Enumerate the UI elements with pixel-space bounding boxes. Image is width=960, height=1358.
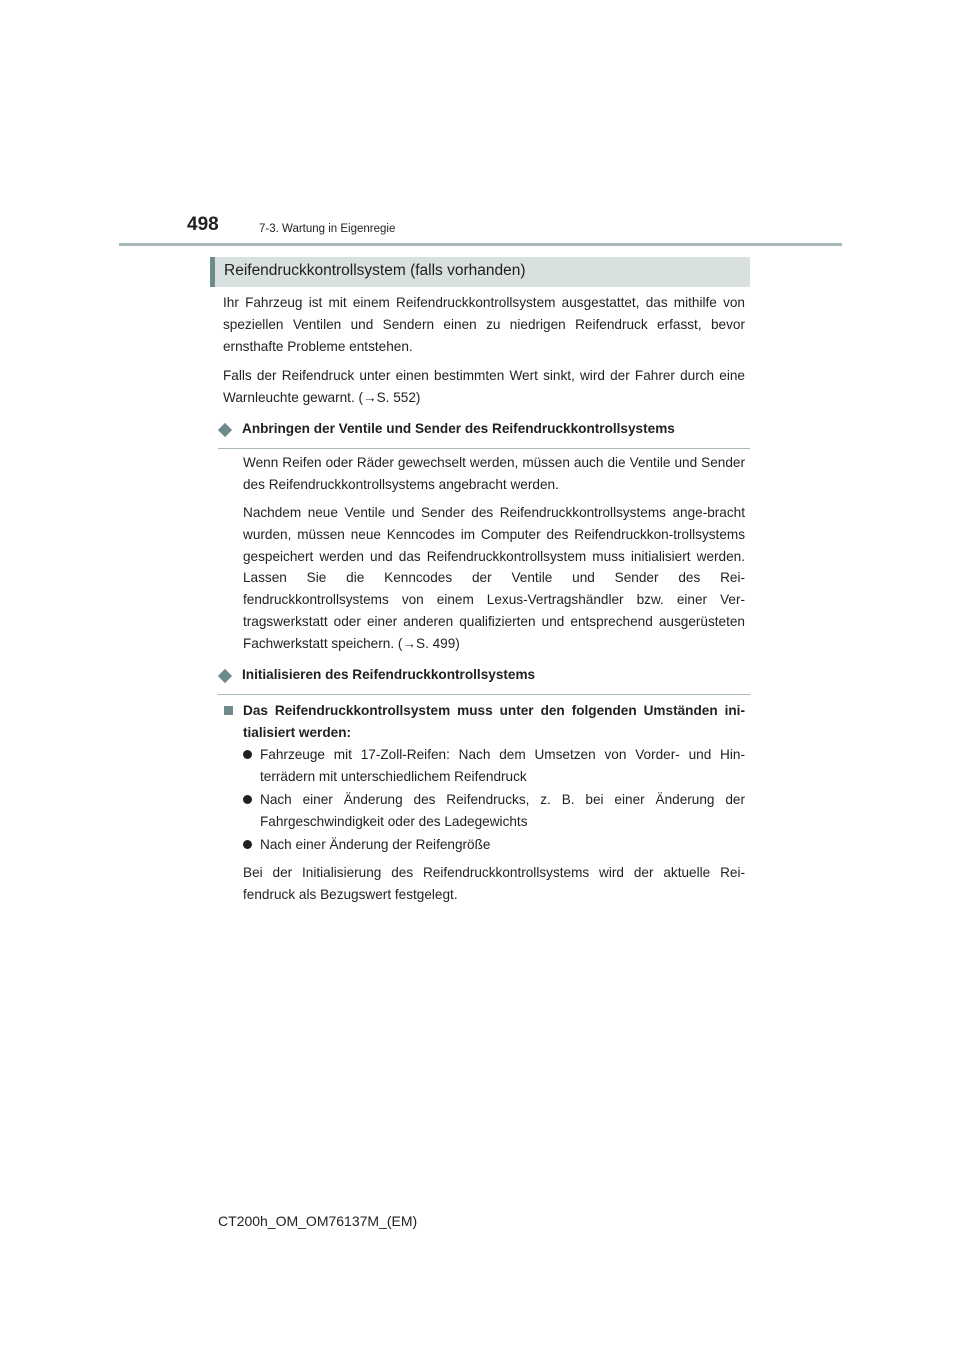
- intro-paragraph-2: Falls der Reifendruck unter einen bestimmten Wert sinkt, wird der Fahrer durch eine Warnleuchte gewarnt. (→S. 552): [223, 368, 745, 405]
- diamond-icon: [218, 669, 232, 683]
- bullet-dot-icon: [243, 750, 252, 759]
- square-bullet-icon: [224, 706, 233, 715]
- header-divider: [119, 243, 842, 246]
- intro-paragraph-1: Ihr Fahrzeug ist mit einem Reifendruckkontrollsystem ausgestattet, das mithilfe von speziellen Ventilen und Sendern einen zu niedrigen Reifendruck erfasst, bevor ernsthafte Probleme entstehen.: [223, 295, 745, 354]
- list-item-text: Nach einer Änderung des Reifendrucks, z. B. bei einer Änderung der Fahrgeschwindigkeit oder des Ladegewichts: [260, 792, 745, 829]
- subsection-title: Initialisieren des Reifendruckkontrollsystems: [242, 667, 536, 682]
- section-accent: [210, 257, 215, 287]
- list-item-text: Nach einer Änderung der Reifengröße: [260, 837, 491, 852]
- diamond-icon: [218, 423, 232, 437]
- bullet-dot-icon: [243, 840, 252, 849]
- document-code: CT200h_OM_OM76137M_(EM): [218, 1213, 418, 1229]
- bullet-dot-icon: [243, 795, 252, 804]
- page-number: 498: [187, 214, 219, 235]
- valves-paragraph-2: Nachdem neue Ventile und Sender des Reifendruckkontrollsystems ange-bracht wurden, müssen neue Kenncodes im Computer des Reifendruckkon-trollsystems gespeichert werden und das Reifendruckkontrollsystem muss initialisiert werden. Lassen Sie die Kenncodes der Ventile und Sender des Rei-fendruckkontrollsystems von einem Lexus-Vertragshändler bzw. einer Ver-tragswerkstatt oder einer anderen qualifizierten und entsprechend ausgerüsteten Fachwerkstatt speichern. (→S. 499): [243, 505, 745, 651]
- initialize-closing-paragraph: Bei der Initialisierung des Reifendruckkontrollsystems wird der aktuelle Rei-fendruck als Bezugswert festgelegt.: [243, 865, 745, 902]
- subsection-title: Anbringen der Ventile und Sender des Reifendruckkontrollsystems: [242, 421, 675, 436]
- chapter-title: 7-3. Wartung in Eigenregie: [259, 223, 396, 235]
- section-title-bar: [210, 257, 750, 287]
- list-item-text: Fahrzeuge mit 17-Zoll-Reifen: Nach dem Umsetzen von Vorder- und Hin-terrädern mit unterschiedlichem Reifendruck: [260, 747, 745, 784]
- conditions-title: Das Reifendruckkontrollsystem muss unter den folgenden Umständen ini-tialisiert werden:: [243, 703, 745, 740]
- valves-paragraph-1: Wenn Reifen oder Räder gewechselt werden, müssen auch die Ventile und Sender des Reifendruckkontrollsystems angebracht werden.: [243, 455, 745, 492]
- section-title: Reifendruckkontrollsystem (falls vorhanden): [224, 262, 526, 279]
- subsection-heading-initialize: [218, 668, 750, 695]
- subsection-heading-valves: [218, 422, 750, 449]
